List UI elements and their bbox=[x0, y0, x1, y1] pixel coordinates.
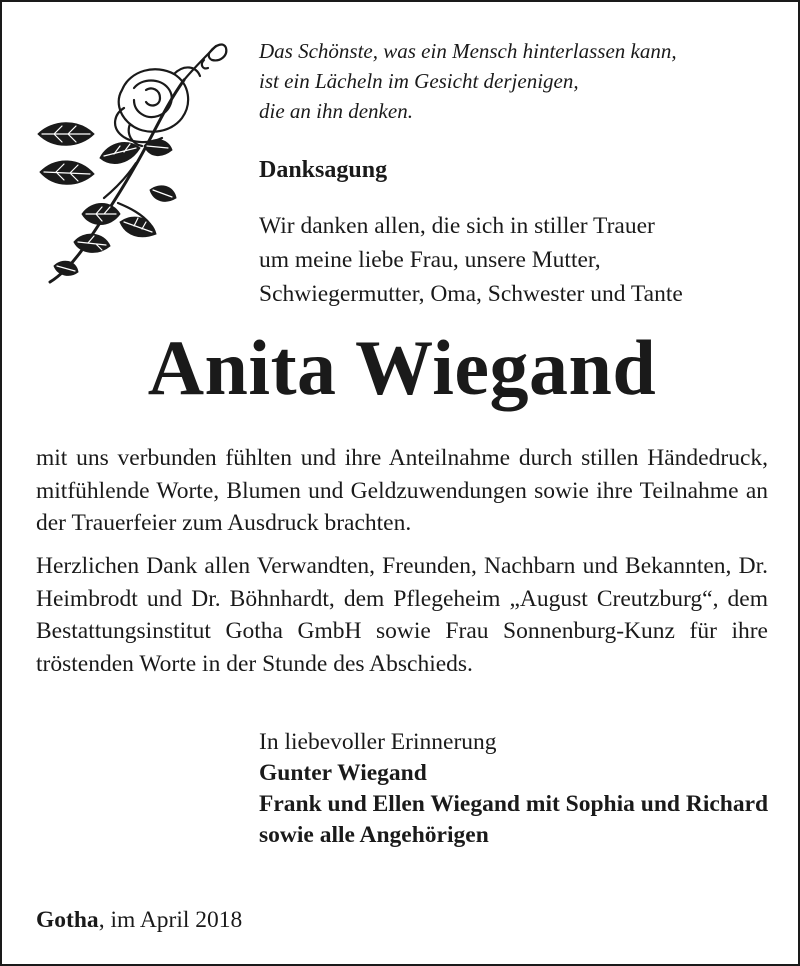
thanks-intro bbox=[259, 209, 779, 311]
thanks-paragraph-1: mit uns verbunden fühlten und ihre Anteilnahme durch stillen Händedruck, mitfühlende Worte, Blumen und Geldzuwendungen sowie ihre Teilnahme an der Trauerfeier zum Ausdruck brachten. bbox=[36, 445, 768, 537]
quote-line: die an ihn denken. bbox=[259, 99, 413, 123]
memorial-quote bbox=[259, 36, 779, 126]
intro-line: um meine liebe Frau, unsere Mutter, bbox=[259, 247, 601, 273]
intro-line: Schwiegermutter, Oma, Schwester und Tante bbox=[259, 281, 683, 307]
quote-line: ist ein Lächeln im Gesicht derjenigen, bbox=[259, 69, 579, 93]
thanks-paragraph-2: Herzlichen Dank allen Verwandten, Freunden, Nachbarn und Bekannten, Dr. Heimbrodt und Dr. Böhnhardt, dem Pflegeheim „August Creutzburg“, dem Bestattungsinstitut Gotha GmbH sowie Frau Sonnenburg-Kunz für ihre tröstenden Worte in der Stunde des Abschieds. bbox=[36, 553, 768, 677]
signoff-name: sowie alle Angehörigen bbox=[259, 822, 489, 848]
place-name: Gotha bbox=[36, 907, 99, 933]
deceased-name: Anita Wiegand bbox=[147, 324, 657, 411]
signoff-name: Frank und Ellen Wiegand mit Sophia und Richard bbox=[259, 791, 769, 817]
quote-line: Das Schönste, was ein Mensch hinterlassen kann, bbox=[259, 39, 677, 63]
notice-heading: Danksagung bbox=[259, 157, 388, 183]
signoff-intro: In liebevoller Erinnerung bbox=[259, 729, 497, 755]
intro-line: Wir danken allen, die sich in stiller Trauer bbox=[259, 213, 655, 239]
signoff-block bbox=[259, 727, 789, 851]
signoff-name: Gunter Wiegand bbox=[259, 760, 427, 786]
rose-icon bbox=[34, 38, 239, 284]
place-date bbox=[36, 904, 242, 936]
notice-date: , im April 2018 bbox=[98, 907, 243, 933]
